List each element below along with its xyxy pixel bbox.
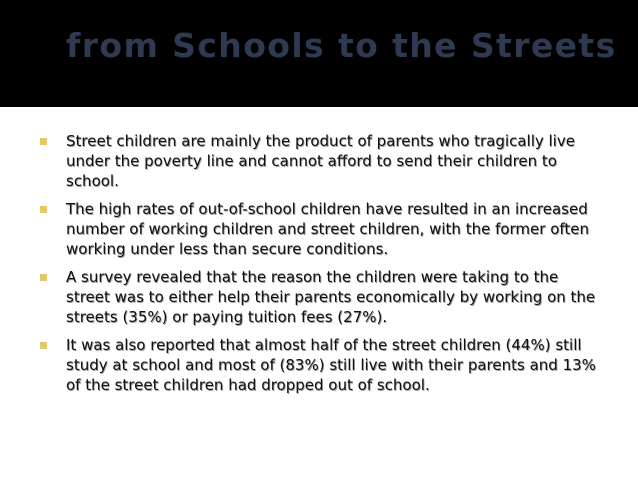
square-bullet-icon: [40, 138, 47, 145]
bullet-item: [0, 199, 601, 259]
bullet-text: Street children are mainly the product of parents who tragically live under the poverty line and cannot afford to send their children to school.: [66, 132, 575, 190]
bullet-text: A survey revealed that the reason the children were taking to the street was to either help their parents economically by working on the streets (35%) or paying tuition fees (27%).: [66, 268, 596, 326]
square-bullet-icon: [40, 274, 47, 281]
bullet-item: [0, 335, 601, 395]
square-bullet-icon: [40, 342, 47, 349]
slide-title: from Schools to the Streets: [66, 26, 617, 65]
bullet-list: [0, 131, 638, 403]
bullet-text: It was also reported that almost half of the street children (44%) still study at school and most of (83%) still live with their parents and 13% of the street children had dropped out of school.: [66, 336, 596, 394]
bullet-item: [0, 131, 601, 191]
square-bullet-icon: [40, 206, 47, 213]
title-bar: [0, 0, 638, 107]
bullet-item: [0, 267, 601, 327]
bullet-text: The high rates of out-of-school children have resulted in an increased number of working children and street children, with the former often working under less than secure conditions.: [66, 200, 590, 258]
